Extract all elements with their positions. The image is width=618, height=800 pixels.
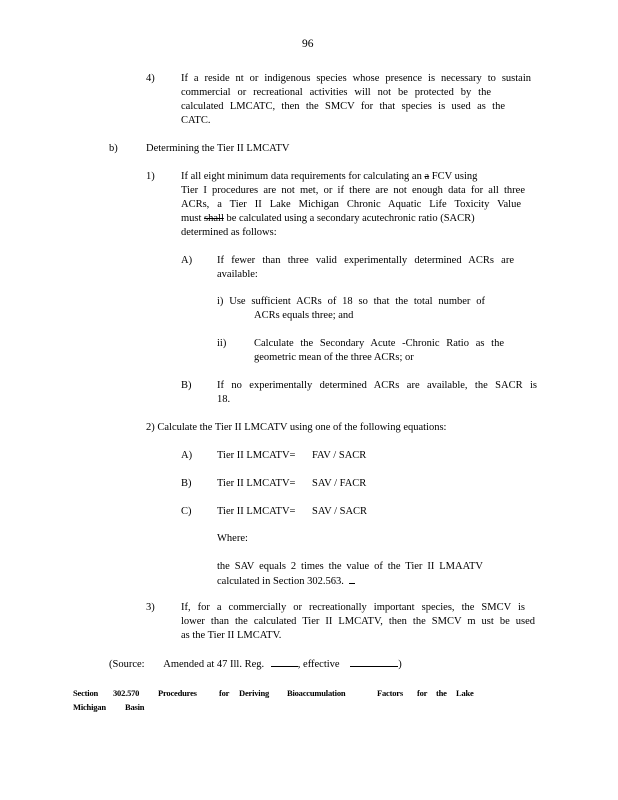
equation-label: A) bbox=[181, 450, 193, 461]
equation-lhs: Tier II LMCATV= bbox=[217, 478, 296, 489]
item-2-text: 2) Calculate the Tier II LMCATV using one of the following equations: bbox=[146, 422, 447, 433]
item-1-line-4 bbox=[181, 212, 475, 226]
equation-rhs: FAV / SACR bbox=[312, 450, 367, 461]
equation-rhs: SAV / SACR bbox=[312, 506, 368, 517]
sav-definition-text: calculated in Section 302.563. bbox=[217, 576, 344, 587]
item-3-line: lower than the calculated Tier II LMCATV, then the SMCV m ust be used bbox=[181, 616, 535, 627]
item-4-label: 4) bbox=[146, 73, 155, 84]
equation-label: B) bbox=[181, 478, 192, 489]
footer-title-word: Factors bbox=[377, 688, 403, 698]
deleted-text: shall bbox=[204, 213, 224, 224]
item-1-text: must bbox=[181, 213, 205, 224]
source-note bbox=[109, 657, 402, 672]
item-4-line: If a reside nt or indigenous species whose presence is necessary to sustain bbox=[181, 73, 531, 84]
item-3-line: as the Tier II LMCATV. bbox=[181, 630, 282, 641]
item-1-text: be calculated using a secondary acutechronic ratio (SACR) bbox=[223, 213, 475, 224]
footer-section-label: Section bbox=[73, 688, 99, 698]
footer-title-word: Bioaccumulation bbox=[287, 688, 346, 698]
section-b-heading: Determining the Tier II LMCATV bbox=[146, 143, 290, 154]
item-b-line: If no experimentally determined ACRs are available, the SACR is bbox=[217, 380, 537, 391]
equation-label: C) bbox=[181, 506, 192, 517]
equation-lhs: Tier II LMCATV= bbox=[217, 506, 296, 517]
source-open: (Source: bbox=[109, 659, 145, 670]
footer-title-word: Deriving bbox=[239, 688, 270, 698]
item-1-line-1 bbox=[181, 170, 521, 184]
item-1-text: If all eight minimum data requirements for calculating an bbox=[181, 171, 425, 182]
deleted-text: a bbox=[424, 171, 430, 182]
equation-rhs: SAV / FACR bbox=[312, 478, 367, 489]
source-effective: , effective bbox=[297, 659, 340, 670]
source-amended: Amended at 47 Ill. Reg. bbox=[163, 659, 265, 670]
sav-definition bbox=[217, 574, 355, 589]
footer-title-word: Basin bbox=[125, 702, 145, 712]
footer-title-word: Procedures bbox=[158, 688, 197, 698]
sub-item-i: ACRs equals three; and bbox=[254, 310, 354, 321]
footer-title-word: the bbox=[436, 688, 447, 698]
register-page-blank bbox=[271, 657, 298, 667]
sub-item-ii: Calculate the Secondary Acute -Chronic Ratio as the bbox=[254, 338, 504, 349]
item-a-line: available: bbox=[217, 269, 258, 280]
item-1-label: 1) bbox=[146, 171, 155, 182]
sub-item-i: i) Use sufficient ACRs of 18 so that the total number of bbox=[217, 296, 485, 307]
item-a-label: A) bbox=[181, 255, 193, 266]
item-a-line: If fewer than three valid experimentally determined ACRs are bbox=[217, 255, 514, 266]
item-4-line: calculated LMCATC, then the SMCV for that species is used as the bbox=[181, 101, 505, 112]
footer-section-number: 302.570 bbox=[113, 688, 140, 698]
page-number: 96 bbox=[302, 38, 314, 50]
footer-title-word: Michigan bbox=[73, 702, 106, 712]
section-b-label: b) bbox=[109, 143, 118, 154]
item-3-line: If, for a commercially or recreationally important species, the SMCV is bbox=[181, 602, 525, 613]
item-b-label: B) bbox=[181, 380, 192, 391]
effective-date-blank bbox=[350, 657, 398, 667]
item-1-line-2: Tier I procedures are not met, or if there are not enough data for all three bbox=[181, 185, 525, 196]
item-1-text: FCV using bbox=[429, 171, 478, 182]
item-1-line-3: ACRs, a Tier II Lake Michigan Chronic Aquatic Life Toxicity Value bbox=[181, 199, 521, 210]
footer-title-word: for bbox=[417, 688, 428, 698]
sav-definition: the SAV equals 2 times the value of the Tier II LMAATV bbox=[217, 561, 483, 572]
sub-item-ii-label: ii) bbox=[217, 338, 227, 349]
equation-lhs: Tier II LMCATV= bbox=[217, 450, 296, 461]
item-b-line: 18. bbox=[217, 394, 231, 405]
sub-item-ii: geometric mean of the three ACRs; or bbox=[254, 352, 414, 363]
footer-title-word: for bbox=[219, 688, 230, 698]
placeholder-blank bbox=[349, 574, 355, 584]
item-4-line: commercial or recreational activities will not be protected by the bbox=[181, 87, 491, 98]
where-label: Where: bbox=[217, 533, 248, 544]
source-close: ) bbox=[398, 659, 402, 670]
item-1-line-5: determined as follows: bbox=[181, 227, 277, 238]
footer-title-word: Lake bbox=[456, 688, 474, 698]
item-4-line: CATC. bbox=[181, 115, 211, 126]
item-3-label: 3) bbox=[146, 602, 155, 613]
